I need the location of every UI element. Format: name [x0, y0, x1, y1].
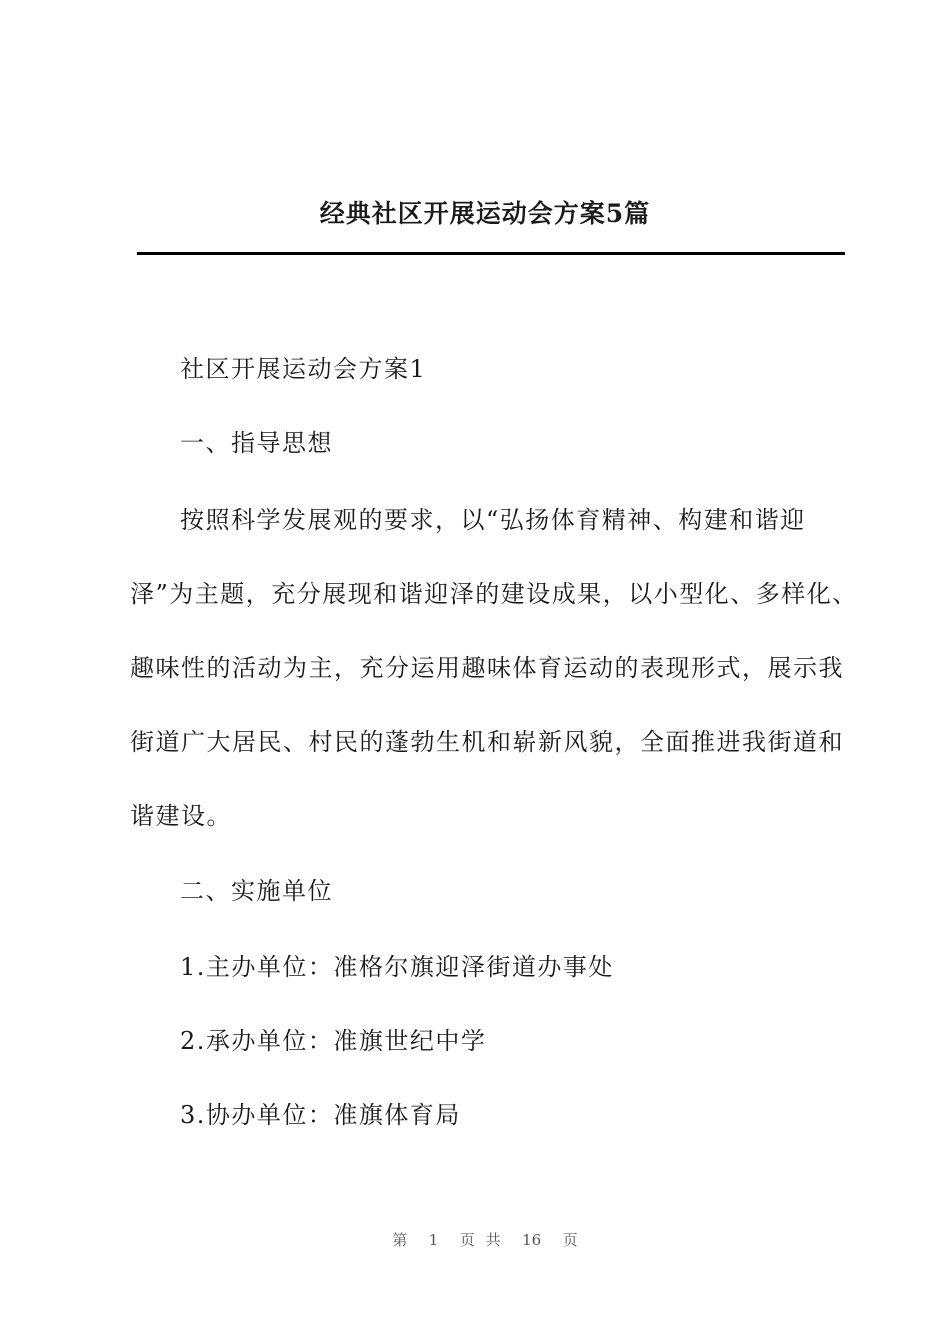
list-item-undertaker: 2.承办单位：准旗世纪中学 — [180, 1027, 487, 1055]
list-item-organizer: 1.主办单位：准格尔旗迎泽街道办事处 — [180, 953, 614, 981]
heading-guiding-ideology: 一、指导思想 — [180, 429, 333, 457]
paragraph-line-5: 谐建设。 — [130, 802, 232, 830]
heading-implementing-units: 二、实施单位 — [180, 877, 333, 905]
paragraph-line-1: 按照科学发展观的要求，以“弘扬体育精神、构建和谐迎 — [180, 506, 806, 534]
page-footer: 第 1 页 共 16 页 — [392, 1231, 578, 1249]
title-underline — [137, 252, 845, 255]
paragraph-line-4: 街道广大居民、村民的蓬勃生机和崭新风貌，全面推进我街道和 — [130, 728, 844, 756]
document-title: 经典社区开展运动会方案5篇 — [319, 199, 651, 228]
paragraph-line-3: 趣味性的活动为主，充分运用趣味体育运动的表现形式，展示我 — [130, 654, 844, 682]
paragraph-line-2: 泽”为主题，充分展现和谐迎泽的建设成果，以小型化、多样化、 — [130, 580, 858, 608]
section-heading: 社区开展运动会方案1 — [180, 355, 427, 383]
list-item-co-organizer: 3.协办单位：准旗体育局 — [180, 1101, 461, 1129]
